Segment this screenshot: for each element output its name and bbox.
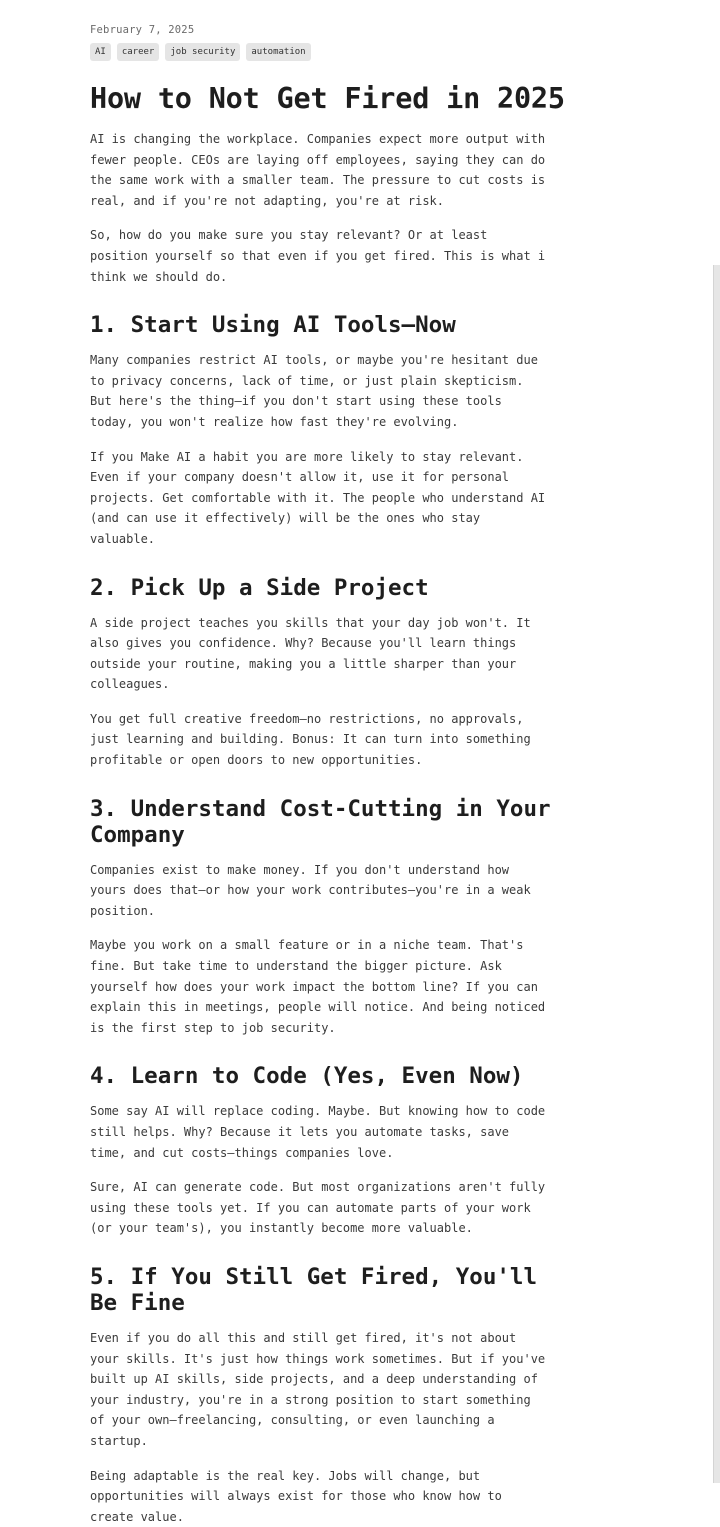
section-paragraph: A side project teaches you skills that your day job won't. It also gives you confidence. Why? Because you'll learn things outside your routine, making you a little sharper than your colleagues. bbox=[90, 615, 531, 692]
section-paragraph: Some say AI will replace coding. Maybe. But knowing how to code still helps. Why? Because it lets you automate tasks, save time, and cut costs—things companies love. bbox=[90, 1104, 546, 1160]
section-cost-cutting bbox=[90, 796, 560, 1039]
section-paragraph: Being adaptable is the real key. Jobs will change, but opportunities will always exist for those who know how to create value. bbox=[90, 1468, 502, 1524]
section-paragraph: Even if you do all this and still get fired, it's not about your skills. It's just how things work sometimes. But if you've built up AI skills, side projects, and a deep understanding of your industry, you're in a strong position to start something of your own—freelancing, consulting, or even launching a startup. bbox=[90, 1330, 546, 1448]
section-learn-to-code bbox=[90, 1063, 560, 1239]
section-paragraph: Companies exist to make money. If you don't understand how yours does that—or how your work contributes—you're in a weak position. bbox=[90, 862, 531, 918]
section-paragraph: Maybe you work on a small feature or in a niche team. That's fine. But take time to understand the bigger picture. Ask yourself how does your work impact the bottom line? If you can explain this in meetings, people will notice. And being noticed is the first step to job security. bbox=[90, 938, 546, 1035]
post-title: How to Not Get Fired in 2025 bbox=[90, 82, 565, 115]
section-heading: 1. Start Using AI Tools—Now bbox=[90, 312, 456, 339]
section-heading: 2. Pick Up a Side Project bbox=[90, 574, 429, 601]
section-ai-tools bbox=[90, 312, 560, 549]
post-date: February 7, 2025 bbox=[90, 24, 195, 36]
tag-automation[interactable]: automation bbox=[246, 43, 310, 61]
section-paragraph: Sure, AI can generate code. But most organizations aren't fully using these tools yet. If you can automate parts of your work (or your team's), you instantly become more valuable. bbox=[90, 1180, 546, 1236]
scrollbar-track[interactable] bbox=[713, 265, 720, 1483]
section-paragraph: Many companies restrict AI tools, or maybe you're hesitant due to privacy concerns, lack of time, or just plain skepticism. But here's the thing—if you don't start using these tools today, you won't realize how fast they're evolving. bbox=[90, 353, 538, 429]
section-heading: 5. If You Still Get Fired, You'll Be Fine bbox=[90, 1263, 538, 1316]
tag-job-security[interactable]: job security bbox=[165, 43, 240, 61]
section-heading: 3. Understand Cost-Cutting in Your Company bbox=[90, 795, 551, 848]
section-paragraph: If you Make AI a habit you are more likely to stay relevant. Even if your company doesn't allow it, use it for personal projects. Get comfortable with it. The people who understand AI (and can use it effectively) will be the ones who stay valuable. bbox=[90, 449, 546, 546]
intro-paragraph: AI is changing the workplace. Companies expect more output with fewer people. CEOs are laying off employees, saying they can do the same work with a smaller team. The pressure to cut costs is real, and if you're not adapting, you're at risk. bbox=[90, 132, 546, 208]
tag-list bbox=[90, 43, 560, 61]
tag-career[interactable]: career bbox=[117, 43, 160, 61]
section-paragraph: You get full creative freedom—no restrictions, no approvals, just learning and building. Bonus: It can turn into something profitable or open doors to new opportunities. bbox=[90, 711, 531, 768]
intro-paragraph: So, how do you make sure you stay relevant? Or at least position yourself so that even if you get fired. This is what i think we should do. bbox=[90, 228, 546, 284]
tag-ai[interactable]: AI bbox=[90, 43, 111, 61]
section-side-project bbox=[90, 575, 560, 771]
section-still-fired bbox=[90, 1264, 560, 1527]
section-heading: 4. Learn to Code (Yes, Even Now) bbox=[90, 1063, 524, 1090]
blog-post bbox=[90, 22, 565, 1527]
